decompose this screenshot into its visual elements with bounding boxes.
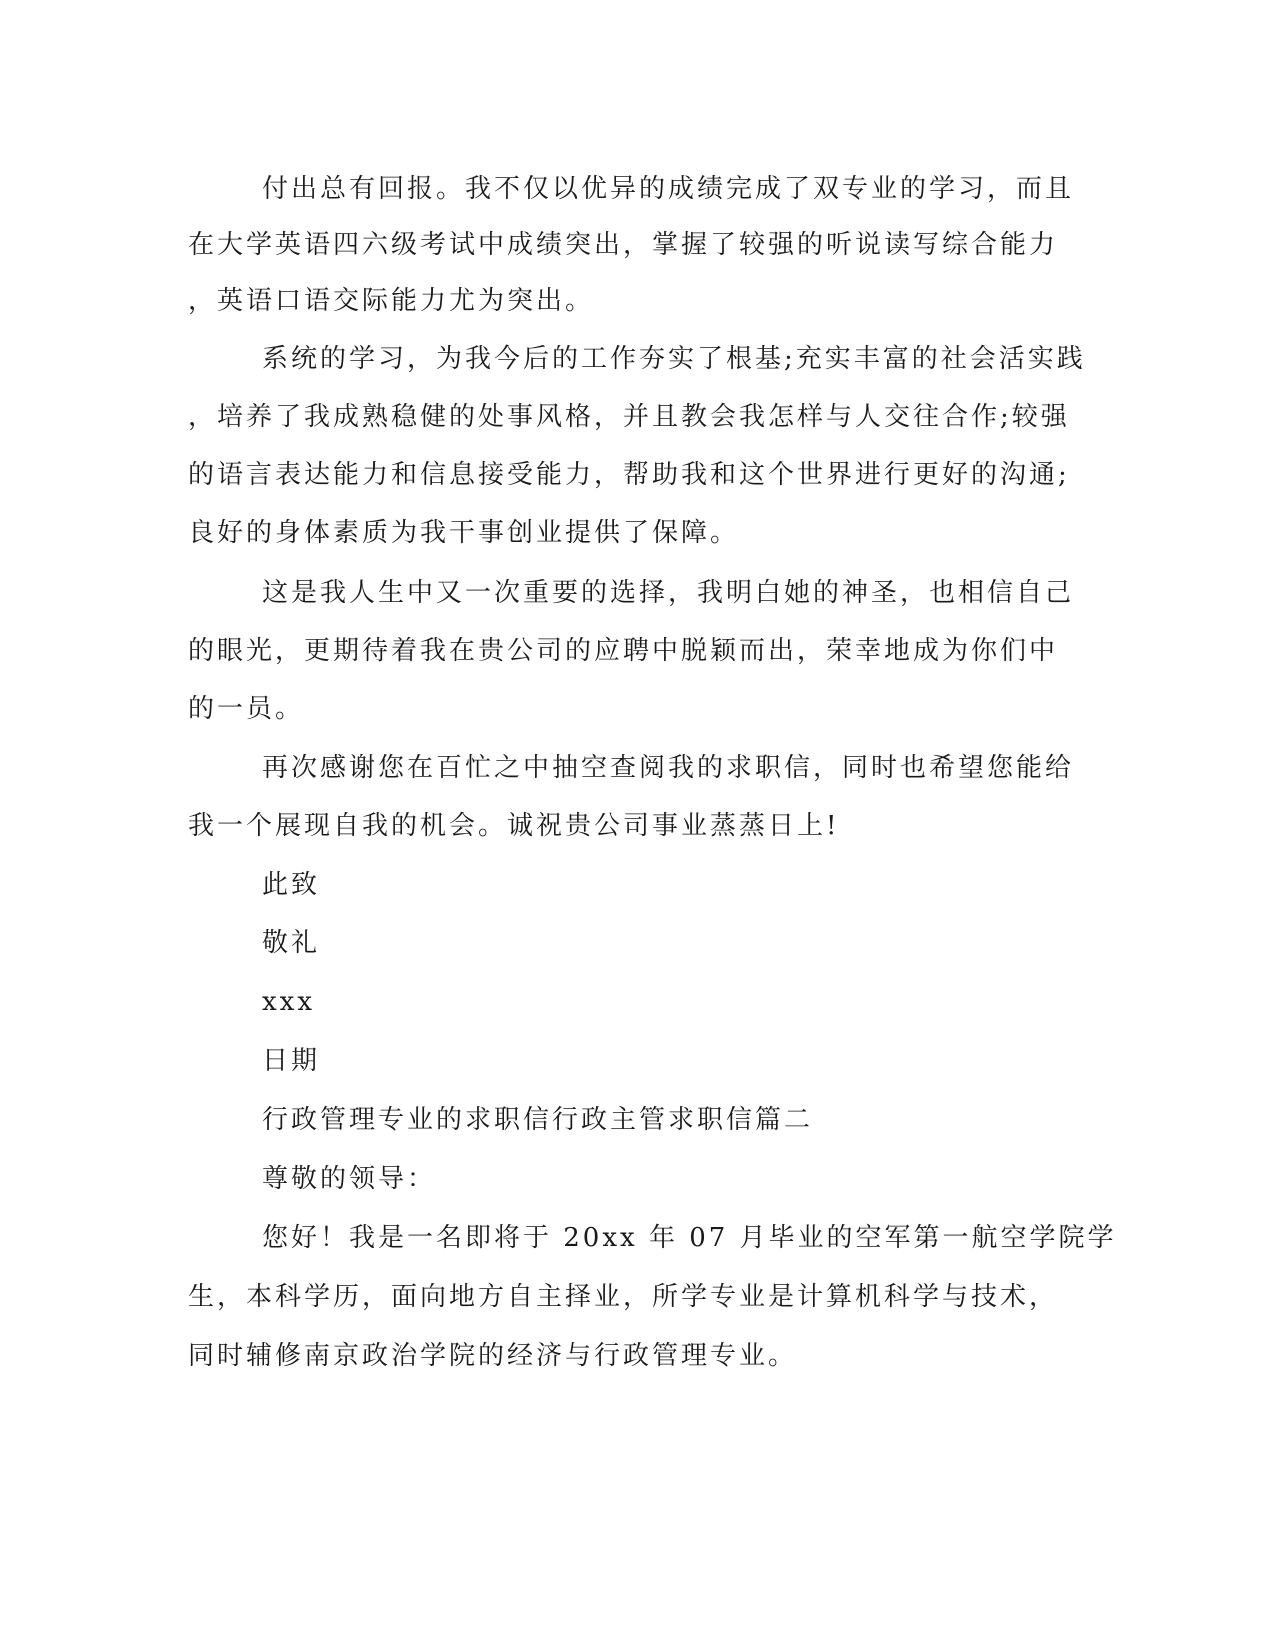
section-heading: 行政管理专业的求职信行政主管求职信篇二	[262, 1105, 814, 1135]
paragraph-line: 生，本科学历，面向地方自主择业，所学专业是计算机科学与技术，	[188, 1282, 1059, 1312]
paragraph-line: 在大学英语四六级考试中成绩突出，掌握了较强的听说读写综合能力	[188, 230, 1059, 260]
paragraph-line: 的语言表达能力和信息接受能力，帮助我和这个世界进行更好的沟通;	[188, 460, 1070, 490]
paragraph-line: 的眼光，更期待着我在贵公司的应聘中脱颖而出，荣幸地成为你们中	[188, 636, 1059, 666]
paragraph-line: 的一员。	[188, 694, 305, 724]
paragraph-line: 您好！我是一名即将于 20xx 年 07 月毕业的空军第一航空学院学	[262, 1223, 1117, 1253]
paragraph-line: 同时辅修南京政治学院的经济与行政管理专业。	[188, 1341, 798, 1371]
paragraph-line: ，培养了我成熟稳健的处事风格，并且教会我怎样与人交往合作;较强	[188, 402, 1070, 432]
paragraph-line: 再次感谢您在百忙之中抽空查阅我的求职信，同时也希望您能给	[262, 753, 1075, 783]
paragraph-line: 付出总有回报。我不仅以优异的成绩完成了双专业的学习，而且	[262, 174, 1075, 204]
letter-salutation: 尊敬的领导：	[262, 1164, 437, 1194]
closing-regards: 敬礼	[262, 928, 321, 958]
closing-salutation: 此致	[262, 870, 321, 900]
signature-date: 日期	[262, 1046, 321, 1076]
paragraph-line: 我一个展现自我的机会。诚祝贵公司事业蒸蒸日上!	[188, 811, 840, 841]
paragraph-line: 系统的学习，为我今后的工作夯实了根基;充实丰富的社会活实践	[262, 344, 1086, 374]
signature-name: xxx	[262, 987, 315, 1017]
paragraph-line: 良好的身体素质为我干事创业提供了保障。	[188, 518, 740, 548]
paragraph-line: ，英语口语交际能力尤为突出。	[188, 286, 595, 316]
paragraph-line: 这是我人生中又一次重要的选择，我明白她的神圣，也相信自己	[262, 578, 1075, 608]
